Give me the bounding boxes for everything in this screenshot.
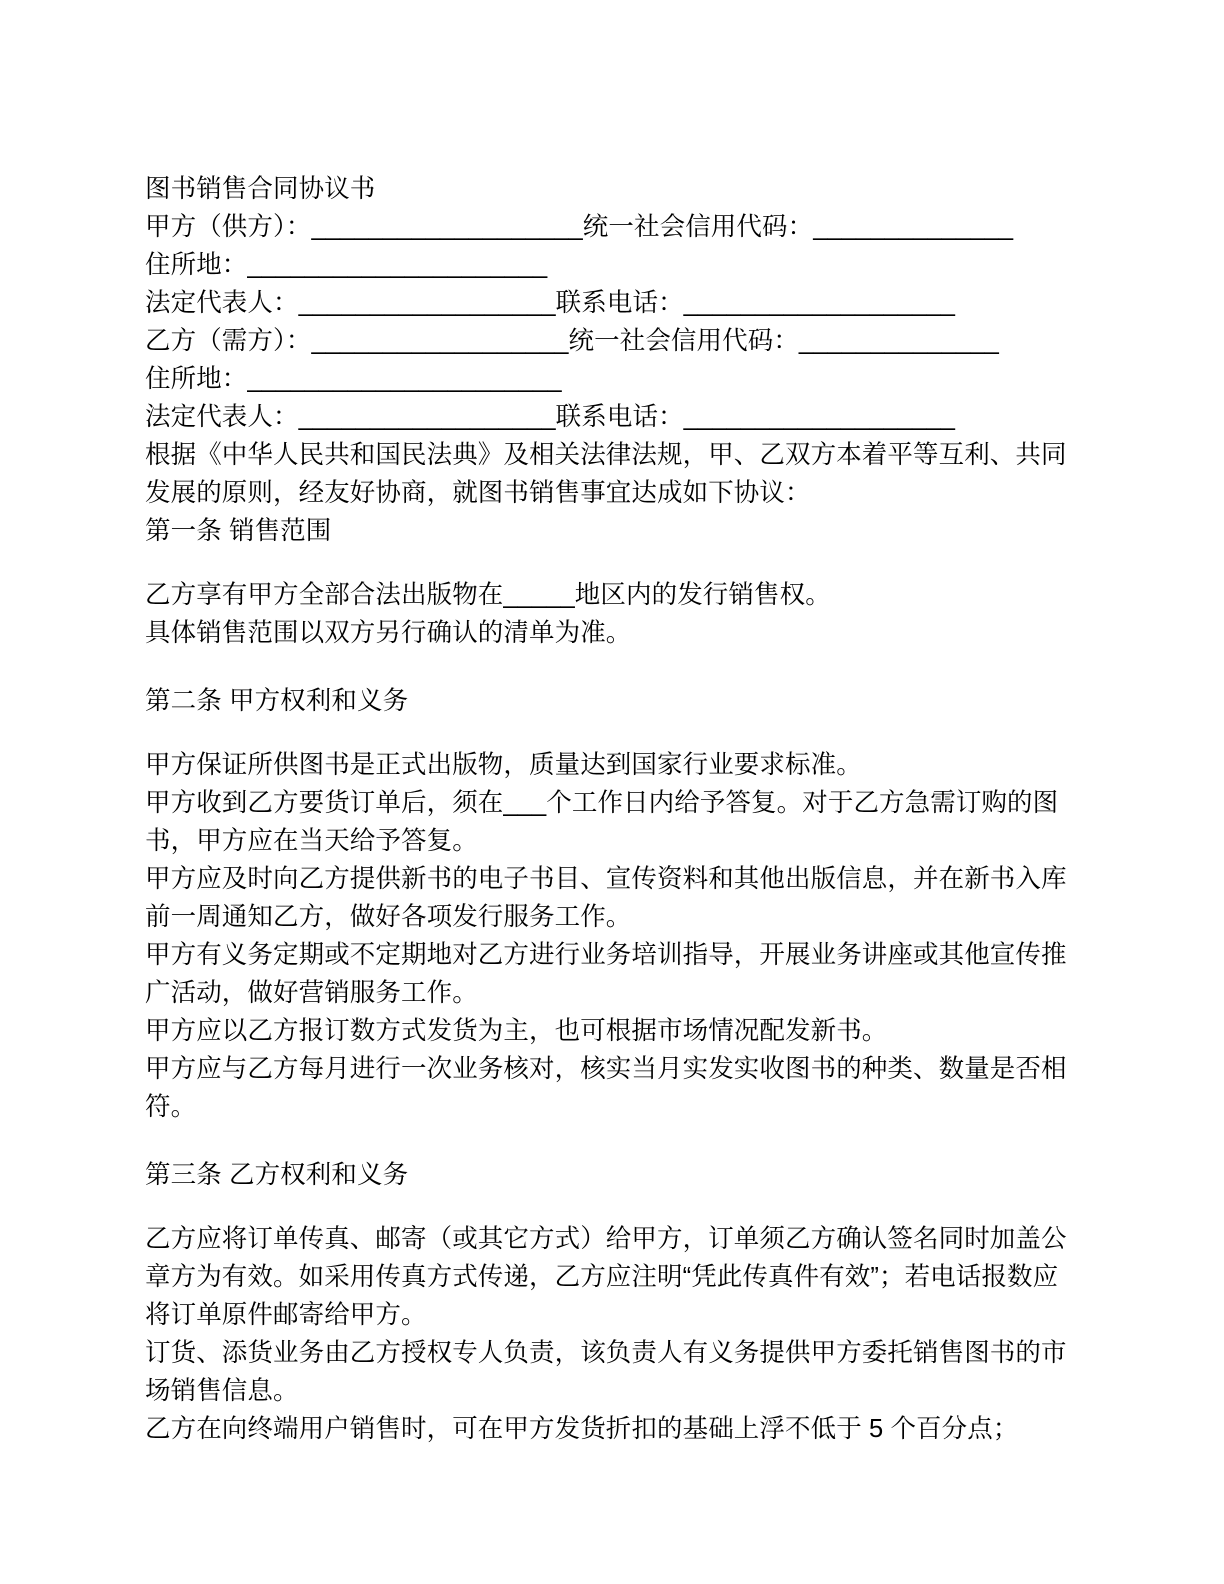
party-line-buyer: 乙方（需方）：__________________统一社会信用代码：______________ bbox=[145, 327, 999, 355]
document-body bbox=[145, 170, 1079, 1448]
section-2-paragraph-3: 甲方应及时向乙方提供新书的电子书目、宣传资料和其他出版信息，并在新书入库前一周通知乙方，做好各项发行服务工作。 bbox=[145, 865, 1067, 931]
section-2-heading: 第二条 甲方权利和义务 bbox=[145, 687, 409, 715]
party-line-buyer-representative: 法定代表人：__________________联系电话：___________________ bbox=[145, 403, 956, 431]
section-2-paragraph-4: 甲方有义务定期或不定期地对乙方进行业务培训指导，开展业务讲座或其他宣传推广活动，做好营销服务工作。 bbox=[145, 941, 1067, 1007]
section-3-heading: 第三条 乙方权利和义务 bbox=[145, 1161, 409, 1189]
spacer bbox=[145, 550, 1079, 576]
party-line-supplier-address: 住所地：_____________________ bbox=[145, 251, 548, 279]
section-2-paragraph-2: 甲方收到乙方要货订单后，须在___个工作日内给予答复。对于乙方急需订购的图书，甲方应在当天给予答复。 bbox=[145, 789, 1059, 855]
section-3-paragraph-3: 乙方在向终端用户销售时，可在甲方发货折扣的基础上浮不低于 5 个百分点； bbox=[145, 1415, 1019, 1443]
party-line-supplier-representative: 法定代表人：__________________联系电话：___________________ bbox=[145, 289, 956, 317]
section-1-paragraph-1: 乙方享有甲方全部合法出版物在_____地区内的发行销售权。 bbox=[145, 581, 831, 609]
spacer bbox=[145, 1194, 1079, 1220]
document-title: 图书销售合同协议书 bbox=[145, 175, 376, 203]
section-2-paragraph-1: 甲方保证所供图书是正式出版物，质量达到国家行业要求标准。 bbox=[145, 751, 862, 779]
spacer bbox=[145, 652, 1079, 682]
section-1-heading: 第一条 销售范围 bbox=[145, 517, 332, 545]
section-2-paragraph-6: 甲方应与乙方每月进行一次业务核对，核实当月实发实收图书的种类、数量是否相符。 bbox=[145, 1055, 1067, 1121]
spacer bbox=[145, 720, 1079, 746]
section-3-paragraph-2: 订货、添货业务由乙方授权专人负责，该负责人有义务提供甲方委托销售图书的市场销售信息。 bbox=[145, 1339, 1067, 1405]
spacer bbox=[145, 1126, 1079, 1156]
section-3-paragraph-1: 乙方应将订单传真、邮寄（或其它方式）给甲方，订单须乙方确认签名同时加盖公章方为有效。如采用传真方式传递，乙方应注明“凭此传真件有效”；若电话报数应将订单原件邮寄给甲方。 bbox=[145, 1225, 1067, 1329]
preamble-paragraph: 根据《中华人民共和国民法典》及相关法律法规，甲、乙双方本着平等互利、共同发展的原则，经友好协商，就图书销售事宜达成如下协议： bbox=[145, 441, 1067, 507]
party-line-supplier: 甲方（供方）：___________________统一社会信用代码：______________ bbox=[145, 213, 1014, 241]
section-1-paragraph-2: 具体销售范围以双方另行确认的清单为准。 bbox=[145, 619, 632, 647]
section-2-paragraph-5: 甲方应以乙方报订数方式发货为主，也可根据市场情况配发新书。 bbox=[145, 1017, 888, 1045]
party-line-buyer-address: 住所地：______________________ bbox=[145, 365, 562, 393]
